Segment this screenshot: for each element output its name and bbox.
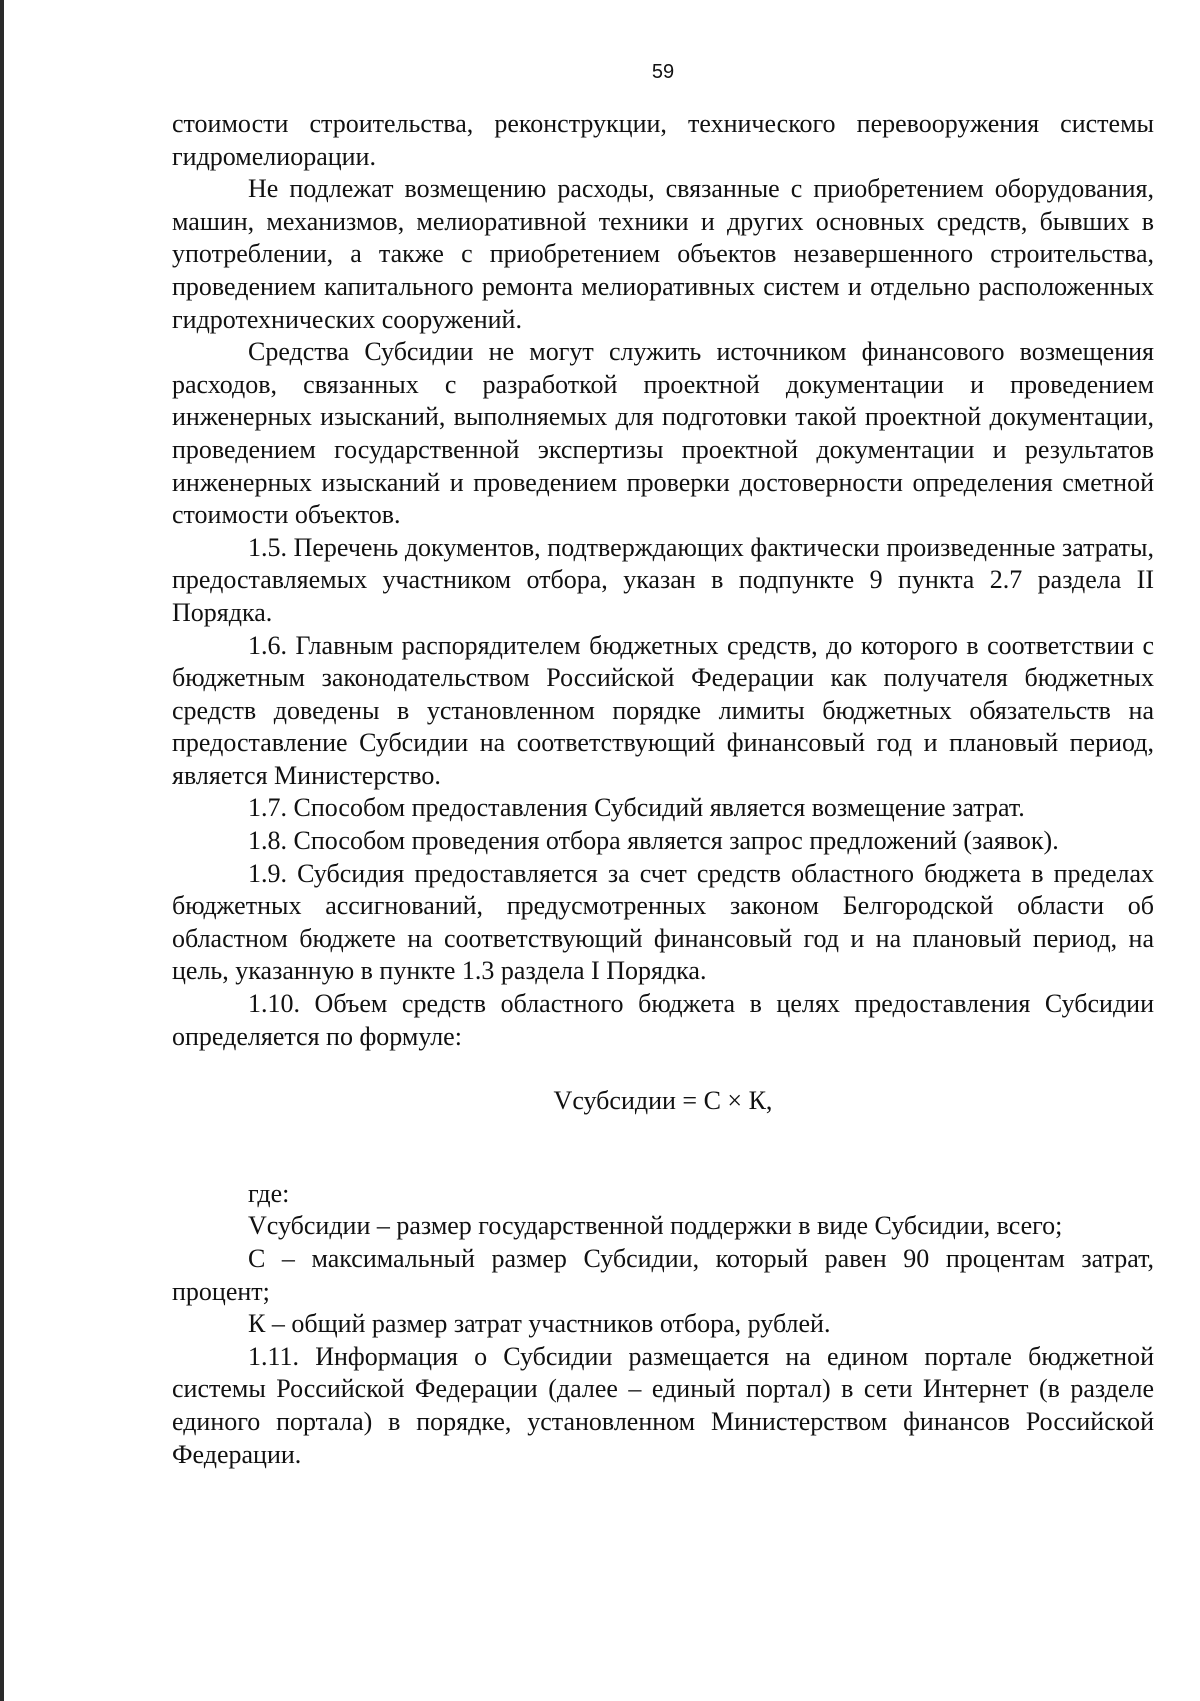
definition-v-subsidy: Vсубсидии – размер государственной поддержки в виде Субсидии, всего; [248,1211,1063,1241]
paragraph-1-11: 1.11. Информация о Субсидии размещается на едином портале бюджетной системы Российской Федерации (далее – единый портал) в сети Интернет (в разделе единого портала) в порядке, установленном Министерством финансов Российской Федерации. [172,1341,1154,1469]
definition-c: С – максимальный размер Субсидии, который равен 90 процентам затрат, процент; [172,1244,1154,1306]
definition-k: К – общий размер затрат участников отбора, рублей. [248,1309,831,1339]
paragraph-1-10: 1.10. Объем средств областного бюджета в целях предоставления Субсидии определяется по формуле: [172,989,1154,1051]
paragraph-exclusions: Не подлежат возмещению расходы, связанные с приобретением оборудования, машин, механизмов, мелиоративной техники и других основных средств, бывших в употреблении, а также с приобретением объектов незавершенного строительства, проведением капитального ремонта мелиоративных систем и отдельно расположенных гидротехнических сооружений. [172,174,1154,334]
where-label: где: [248,1178,290,1208]
paragraph-1-9: 1.9. Субсидия предоставляется за счет средств областного бюджета в пределах бюджетных ассигнований, предусмотренных законом Белгородской области об областном бюджете на соответствующий финансовый год и на плановый период, на цель, указанную в пункте 1.3 раздела I Порядка. [172,858,1154,986]
paragraph-1-8: 1.8. Способом проведения отбора является запрос предложений (заявок). [248,826,1059,856]
paragraph-continuation: стоимости строительства, реконструкции, технического перевооружения системы гидромелиорации. [172,109,1154,171]
page-number: 59 [651,61,675,83]
scan-edge-shadow [0,0,4,1701]
paragraph-1-6: 1.6. Главным распорядителем бюджетных средств, до которого в соответствии с бюджетным законодательством Российской Федерации как получателя бюджетных средств доведены в установленном порядке лимиты бюджетных обязательств на предоставление Субсидии на соответствующий финансовый год и плановый период, является Министерство. [172,630,1154,790]
subsidy-formula: Vсубсидии = С × К, [553,1086,773,1116]
paragraph-subsidy-funds: Средства Субсидии не могут служить источником финансового возмещения расходов, связанных с разработкой проектной документации и проведением инженерных изысканий, выполняемых для подготовки такой проектной документации, проведением государственной экспертизы проектной документации и результатов инженерных изысканий и проведением проверки достоверности определения сметной стоимости объектов. [172,337,1154,530]
paragraph-1-5: 1.5. Перечень документов, подтверждающих фактически произведенные затраты, предоставляемых участником отбора, указан в подпункте 9 пункта 2.7 раздела II Порядка. [172,532,1154,627]
document-body [172,108,1154,1471]
paragraph-1-7: 1.7. Способом предоставления Субсидий является возмещение затрат. [248,793,1025,823]
document-page [172,60,1154,1471]
